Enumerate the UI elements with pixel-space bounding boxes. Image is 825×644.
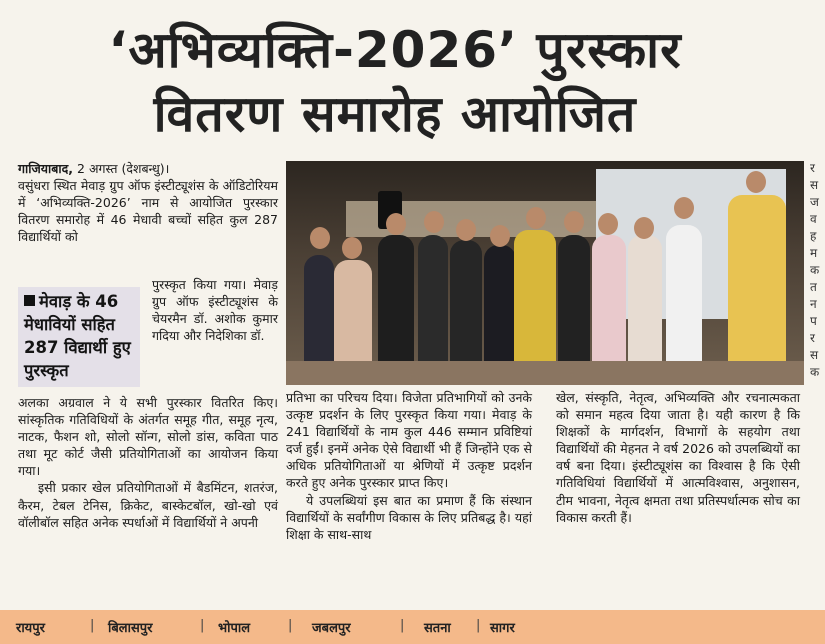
article-column-1-wrap bbox=[152, 276, 278, 344]
footer-city-bilaspur: बिलासपुर bbox=[108, 621, 153, 636]
footer-city-raipur: रायपुर bbox=[16, 621, 45, 636]
headline-line-2: वितरण समारोह आयोजित bbox=[153, 85, 637, 143]
dateline-rest: 2 अगस्त (देशबन्धु)। bbox=[73, 161, 170, 176]
article-intro: वसुंधरा स्थित मेवाड़ ग्रुप ऑफ इंस्टीट्यूशंस के ऑडिटोरियम में ‘अभिव्यक्ति-2026’ नाम से आयोजित पुरस्कार वितरण समारोह में 46 मेधावी बच्चों सहित कुल 287 विद्यार्थियों को bbox=[18, 178, 278, 245]
article-column-1-bottom bbox=[18, 394, 278, 531]
article-paragraph-culture: अलका अग्रवाल ने ये सभी पुरस्कार वितरित किए। सांस्कृतिक गतिविधियों के अंतर्गत समूह गीत, समूह नृत्य, नाटक, फैशन शो, सोलो सॉन्ग, सोलो डांस, कविता पाठ तथा मूट कोर्ट जैसी प्रतियोगिताओं का आयोजन किया गया। bbox=[18, 395, 278, 479]
previous-page-strip bbox=[0, 0, 825, 14]
footer-city-jabalpur: जबलपुर bbox=[312, 621, 351, 636]
footer-city-satna: सतना bbox=[424, 621, 451, 636]
dateline bbox=[18, 160, 278, 177]
adjacent-article-edge: र स ज व ह म क त न प र स क bbox=[810, 161, 820, 379]
footer-city-bhopal: भोपाल bbox=[218, 621, 251, 636]
footer-city-sagar: सागर bbox=[490, 621, 515, 636]
article-column-2 bbox=[286, 389, 532, 543]
pull-quote-text: मेवाड़ के 46 मेधावियों सहित 287 विद्यार्थी हुए पुरस्कृत bbox=[24, 292, 131, 380]
article-column-3 bbox=[556, 389, 800, 526]
event-photo bbox=[286, 161, 804, 385]
article-paragraph-conclusion: खेल, संस्कृति, नेतृत्व, अभिव्यक्ति और रचनात्मकता को समान महत्व दिया जाता है। यही कारण है कि शिक्षकों के मार्गदर्शन, विभागों के सहयोग तथा विद्यार्थियों की मेहनत ने वर्ष 2026 को उपलब्धियों का वर्ष बना दिया। इंस्टीट्यूशंस का विश्वास है कि ऐसी गतिविधियां विद्यार्थियों में आत्मविश्वास, अनुशासन, टीम भावना, नेतृत्व क्षमता तथा प्रतिस्पर्धात्मक सोच का विकास करती हैं। bbox=[556, 390, 800, 525]
article-column-1-top bbox=[18, 160, 278, 245]
headline bbox=[0, 18, 790, 146]
dateline-place: गाजियाबाद, bbox=[18, 161, 74, 176]
article-wrap-text: पुरस्कृत किया गया। मेवाड़ ग्रुप ऑफ इंस्टीट्यूशंस के चेयरमैन डॉ. अशोक कुमार गदिया और निदेशिका डॉ. bbox=[152, 277, 278, 344]
footer-editions-bar: रायपुर | बिलासपुर | भोपाल | जबलपुर | सतना | सागर bbox=[0, 610, 825, 644]
article-paragraph-sports: इसी प्रकार खेल प्रतियोगिताओं में बैडमिंटन, शतरंज, कैरम, टेबल टेनिस, क्रिकेट, बास्केटबॉल, खो-खो एवं वॉलीबॉल सहित अनेक स्पर्धाओं में विद्यार्थियों ने अपनी bbox=[18, 480, 278, 530]
square-bullet-icon bbox=[24, 295, 35, 306]
article-paragraph-awards: प्रतिभा का परिचय दिया। विजेता प्रतिभागियों को उनके उत्कृष्ट प्रदर्शन के लिए पुरस्कृत किया गया। मेवाड़ के 241 विद्यार्थियों के नाम कुल 446 सम्मान प्रविष्टियां दर्ज हुईं। इनमें अनेक ऐसे विद्यार्थी भी हैं जिन्होंने एक से अधिक प्रतियोगिताओं या श्रेणियों में उत्कृष्ट प्रदर्शन करते हुए अनेक पुरस्कार प्राप्त किए। bbox=[286, 390, 532, 491]
headline-line-1: ‘अभिव्यक्ति-2026’ पुरस्कार bbox=[108, 21, 682, 79]
article-paragraph-achievements: ये उपलब्धियां इस बात का प्रमाण हैं कि संस्थान विद्यार्थियों के सर्वांगीण विकास के लिए प्रतिबद्ध है। यहां शिक्षा के साथ-साथ bbox=[286, 492, 532, 542]
pull-quote bbox=[18, 287, 140, 387]
